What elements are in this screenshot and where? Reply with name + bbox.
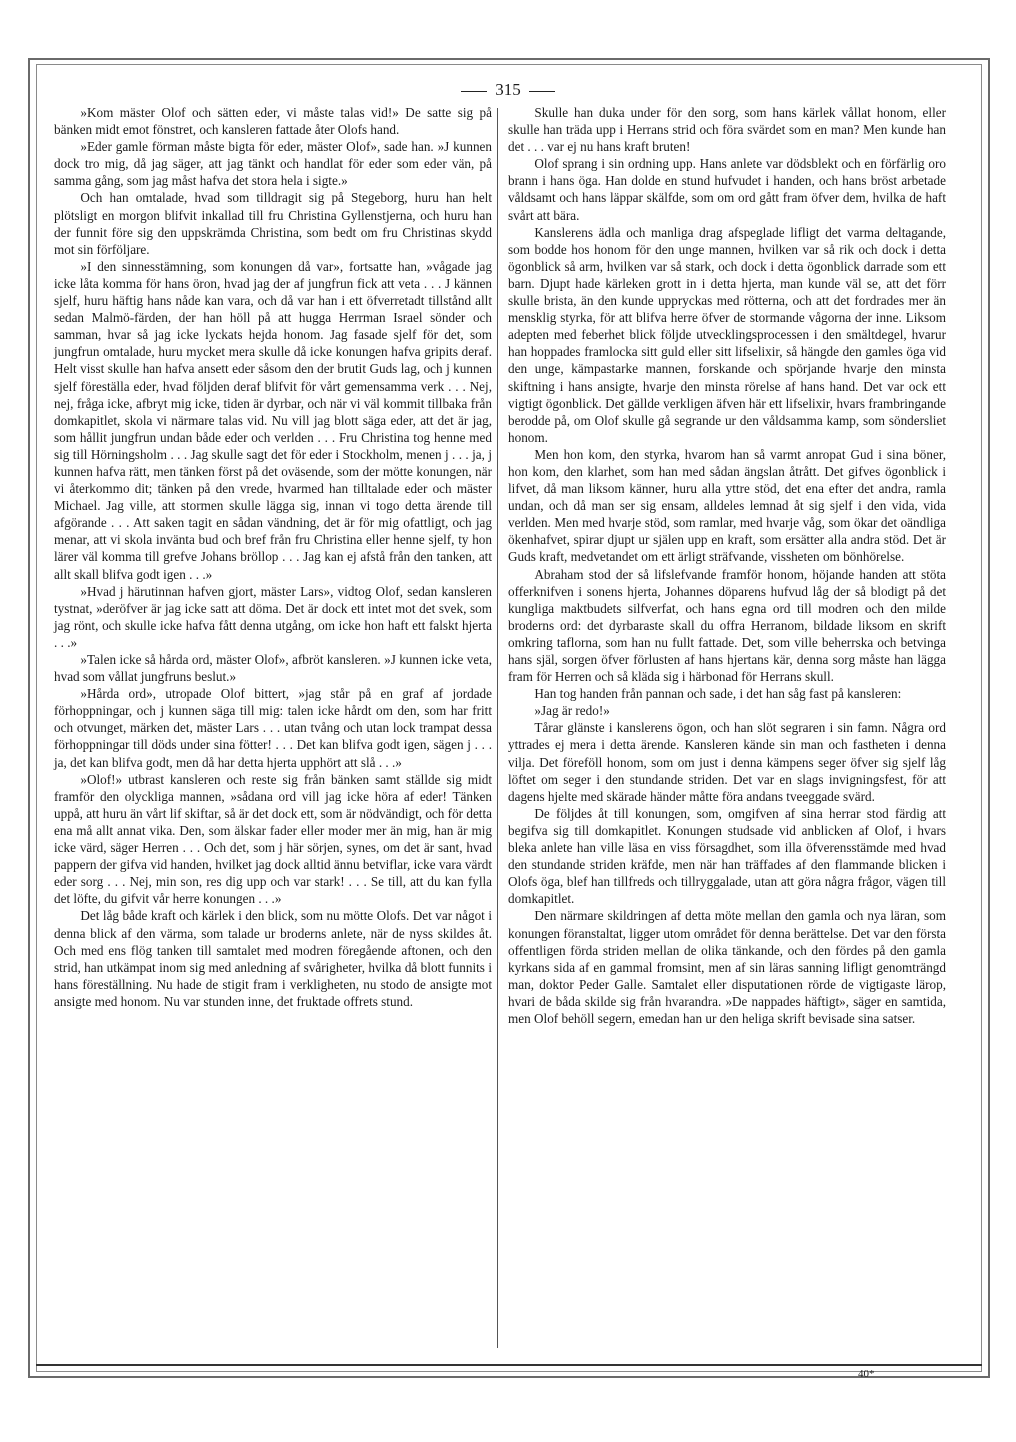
paragraph: Och han omtalade, hvad som tilldragit sig på Stegeborg, huru han helt plötsligt en morgon blifvit inkallad till fru Christina Gyllenstjerna, och huru han der funnit före sig den uppskrämda Christina, som bedt om fru Christinas skydd mot sin förföljare. (54, 190, 492, 257)
signature-mark: 40* (858, 1368, 875, 1380)
paragraph: »Kom mäster Olof och sätten eder, vi måste talas vid!» De satte sig på bänken midt emot fönstret, och kansleren fattade åter Olofs hand. (54, 105, 492, 138)
paragraph: Olof sprang i sin ordning upp. Hans anlete var dödsblekt och en förfärlig oro brann i hans öga. Han dolde en stund hufvudet i handen, och hans bröst arbetade våldsamt och hans läppar skälfde, som om ord gått fram öfver dem, hvilka de haft svårt att bära. (508, 156, 946, 223)
page-header (0, 80, 1016, 100)
paragraph: »Talen icke så hårda ord, mäster Olof», afbröt kansleren. »J kunnen icke veta, hvad som vållat jungfruns beslut.» (54, 652, 492, 685)
header-dash-right (529, 91, 555, 92)
paragraph: De följdes åt till konungen, som, omgifven af sina herrar stod färdig att begifva sig till domkapitlet. Konungen studsade vid anblicken af Olof, i hvars bleka anlete han ville läsa en viss försagdhet, som illa öfverensstämde med hvad den stundande striden kräfde, men när han träffades af den flammande blicken i Olofs öga, blef han tillfreds och tillryggalade, utan att göra några frågor, vägen till domkapitlet. (508, 805, 946, 907)
paragraph: »I den sinnesstämning, som konungen då var», fortsatte han, »vågade jag icke låta komma för hans öron, hvad jag der af jungfrun fick att veta . . . J kännen sjelf, huru häftig hans nåde kan vara, och då var han i ett öfverretadt tillstånd allt sedan Malmö-färden, der han höll på att hugga Herrman Israel sönder och samman, hvar så jag icke lyckats hejda honom. Jag fasade sjelf för det, som jungfrun omtalade, huru mycket mera skulle då icke konungen hafva gripits deraf. Helt visst skulle han hafva ansett eder såsom den der brutit Guds lag, och j kunnen sjelf föreställa eder, hvad följden deraf blifvit för vårt gemensamma verk . . . Nej, nej, fråga icke, afbryt mig icke, tiden är dyrbar, och när vi väl kommit tillbaka från domkapitlet, skola vi närmare talas vid. Nu vill jag blott säga eder, att det är jag, som hållit jungfrun undan både eder och verlden . . . Fru Christina tog henne med sig till Hörningsholm . . . Jag skulle sagt det för eder i Stockholm, menen j . . . ja, j kunnen hafva rätt, men tänken först på det oväsende, som der mötte konungen, när vi återkommo dit; tänken på den vrede, hvarmed han tilltalade eder och mäster Michael. Jag ville, att stormen skulle lägga sig, innan vi togo detta ärende till afgörande . . . Att saken tagit en sådan vändning, det är för mig ofattligt, och jag menar, att vi skola invänta bud och bref från fru Christina eller henne sjelf, ty hon lärer väl komma till grefve Johans bröllop . . . Jag kan ej afstå från den tanken, att allt skall blifva godt igen . . .» (54, 258, 492, 582)
paragraph: »Eder gamle förman måste bigta för eder, mäster Olof», sade han. »J kunnen dock tro mig, då jag säger, att jag tänkt och handlat för eder som eder vän, på samma gång, som jag måst hafva det stora hela i sigte.» (54, 139, 492, 189)
paragraph: Det låg både kraft och kärlek i den blick, som nu mötte Olofs. Det var något i denna blick af den värma, som talade ur broderns anlete, när de nyss skildes åt. Och med ens flög tanken till samtalet med modren föregående aftonen, och den strid, han utkämpat inom sig med anledning af svårigheter, hvilka då blott funnits i hans föreställning. Nu hade de stigit fram i verkligheten, nu stodo de ansigte mot ansigte med honom. Nu var stunden inne, det fruktade offrets stund. (54, 908, 492, 1009)
header-dash-left (461, 91, 487, 92)
right-column (508, 104, 946, 1027)
left-column (54, 104, 492, 1010)
paragraph: Men hon kom, den styrka, hvarom han så varmt anropat Gud i sina böner, hon kom, den klarhet, som han med sådan ängslan åtrått. Det gifves ögonblick i lifvet, då man liksom känner, huru alla yttre stöd, det ena efter det andra, ramla undan, och då man ser sig ensam, alldeles lemnad åt sig sjelf i den vida, vida verlden. Men med hvarje stöd, som ramlar, med hvarje våg, som ökar det oändliga ökenhafvet, spirar djupt ur själen upp en kraft, som ersätter alla andra stöd. Det är Guds kraft, medvetandet om ett ärligt sträfvande, vissheten om bönhörelse. (508, 446, 946, 565)
page-number: 315 (495, 80, 521, 99)
paragraph: »Jag är redo!» (534, 703, 610, 719)
paragraph: Skulle han duka under för den sorg, som hans kärlek vållat honom, eller skulle han träda upp i Herrans strid och föra svärdet som en man? Men kunde han det . . . var ej nu hans kraft bruten! (508, 105, 946, 155)
paragraph: »Olof!» utbrast kansleren och reste sig från bänken samt ställde sig midt framför den olyckliga mannen, »sådana ord vill jag icke höra af eder! Tänken uppå, att huru än vårt lif skiftar, så är det dock ett, som är nödvändigt, och för detta ena må allt annat vika. Den, som älskar fader eller moder mer än mig, han är mig icke värd, säger Herren . . . Och det, som j här sörjen, synes, om det är sant, hvad pappern der gifva vid handen, hvilket jag dock alltid ännu betviflar, icke vara värdt eder sorg . . . Nej, min son, res dig upp och var stark! . . . Se till, att du kan fylla det löfte, du gifvit vår herre konungen . . .» (54, 771, 492, 907)
bottom-rule (36, 1364, 982, 1366)
paragraph: »Hvad j härutinnan hafven gjort, mäster Lars», vidtog Olof, sedan kansleren tystnat, »deröfver är jag icke satt att döma. Det är dock ett intet mot det svek, som jag rönt, och skulle icke hafva fått denna utgång, om icke hon haft ett falskt hjerta . . .» (54, 583, 492, 650)
paragraph: Abraham stod der så lifslefvande framför honom, höjande handen att stöta offerknifven i sonens hjerta, Johannes döparens hufvud låg der så blodigt på det kungliga maktbudets silfverfat, och hans egna ord till modren och den milde broderns ord: det dyrbaraste skall du offra Herranom, bildade liksom en skrift omkring taflorna, som han nu fullt fattade. Det, som ville beherrska och betvinga hans själ, sorgen öfver förlusten af hans hjertans kär, denna sorg måste han lägga fram för Herren och så kläda sig i härbonad för Herrans skull. (508, 566, 946, 685)
paragraph: Han tog handen från pannan och sade, i det han såg fast på kansleren: (534, 686, 902, 702)
column-divider (497, 108, 498, 1348)
paragraph: »Hårda ord», utropade Olof bittert, »jag står på en graf af jordade förhoppningar, och j kunnen säga till mig: talen icke hårdt om den, som har fritt och otvunget, märken det, mäster Lars . . . utan tvång och utan lock trampat dessa förhoppningar till döds under sina fötter! . . . Det kan blifva godt igen, sägen j . . . ja, det kan blifva godt, men då har detta hjerta upphört att slå . . .» (54, 686, 492, 770)
paragraph: Den närmare skildringen af detta möte mellan den gamla och nya läran, som konungen föranstaltat, ligger utom området för denna berättelse. Det var den första offentligen förda striden mellan de olika tänkande, och den fördes på den gamla kyrkans sida af en gammal fromsint, men af sin läras sanning lifligt genomträngd man, doktor Peder Galle. Samtalet eller disputationen rörde de vigtigaste lärор, hvari de båda skilde sig från hvarandra. »De nappades häftigt», säger en samtida, men Olof behöll segern, emedan han ur den heliga skrift bevisade sina satser. (508, 908, 946, 1026)
paragraph: Kanslerens ädla och manliga drag afspeglade lifligt det varma deltagande, som bodde hos honom för den unge mannen, hvilken var så rik och dock i detta ögonblick så arm, hvilken var så stark, och dock i detta ögonblick darrade som ett barn. Djupt hade kärleken grott in i detta hjerta, man kunde väl se, att det förr skulle brista, än den kunde uppryckas med rötterna, och att det fordrades mer än mensklig styrka, för att blifva herre öfver de stormande vågorna der inne. Liksom adepten med feberhet blick följde utvecklingsprocessen i den smältdegel, hvarur han hoppades framlocka sitt guld eller sitt lifselixir, så hängde den gamles öga vid den unge, kämpastarke mannen, forskande och spörjande hvarje den minsta skiftning i hans ansigte, hvarje den minsta rörelse af hans hand. Det var ock ett vigtigt ögonblick. Det gällde verkligen äfven här ett lifselixir, hvars frambringande berodde på, om Olof skulle gå segrande ur den våldsamma kamp, som söndersliet honom. (508, 224, 946, 445)
paragraph: Tårar glänste i kanslerens ögon, och han slöt segraren i sin famn. Några ord yttrades ej mera i detta ärende. Kansleren kände sin man och fastheten i denna vilja. Det föreföll honom, som om just i denna kämpens seger öfver sig sjelf låg löftet om seger i den stundande striden. Det var en slags invigningsfest, för att dagens hjelte med skärade händer måtte föra andans tveeggade svärd. (508, 720, 946, 804)
